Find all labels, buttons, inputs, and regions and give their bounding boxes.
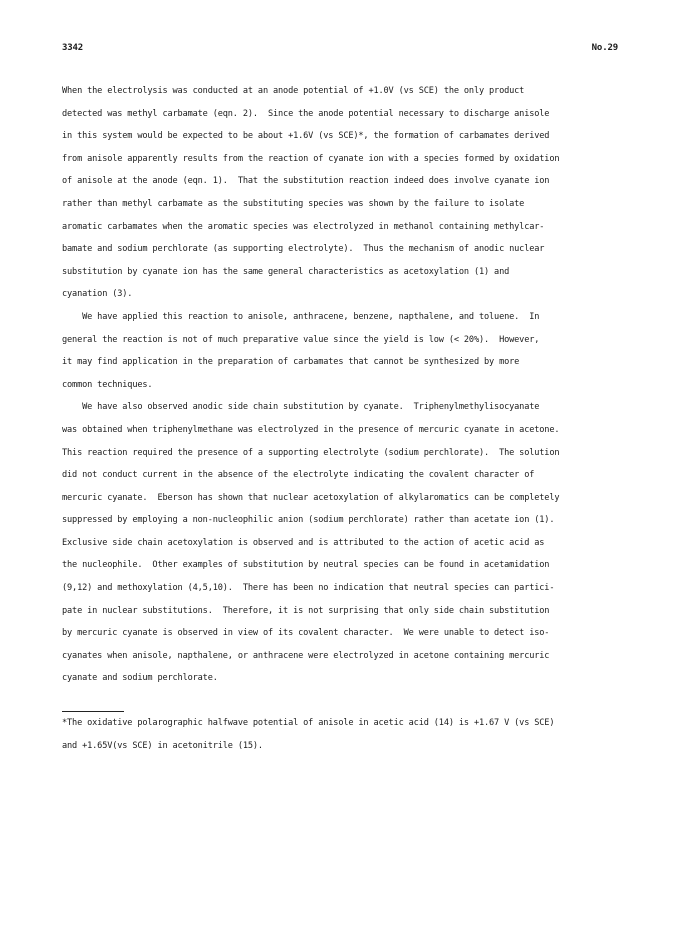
- text-line: This reaction required the presence of a supporting electrolyte (sodium perchlorate). The solution: [62, 447, 560, 458]
- text-line: suppressed by employing a non-nucleophilic anion (sodium perchlorate) rather than acetate ion (1).: [62, 515, 555, 526]
- text-line: substitution by cyanate ion has the same general characteristics as acetoxylation (1) and: [62, 266, 510, 277]
- article-body: [62, 84, 626, 694]
- text-line: the nucleophile. Other examples of substitution by neutral species can be found in acetamidation: [62, 560, 550, 571]
- footnote-line: and +1.65V(vs SCE) in acetonitrile (15).: [62, 740, 263, 751]
- text-line: aromatic carbamates when the aromatic species was electrolyzed in methanol containing methylcar-: [62, 221, 545, 232]
- text-line: When the electrolysis was conducted at an anode potential of +1.0V (vs SCE) the only product: [62, 86, 525, 96]
- text-line: common techniques.: [62, 379, 153, 390]
- text-line: We have also observed anodic side chain substitution by cyanate. Triphenylmethylisocyanate: [62, 402, 540, 413]
- text-line: by mercuric cyanate is observed in view of its covalent character. We were unable to detect iso-: [62, 628, 550, 639]
- text-line: We have applied this reaction to anisole, anthracene, benzene, napthalene, and toluene. In: [62, 311, 540, 322]
- text-line: (9,12) and methoxylation (4,5,10). There has been no indication that neutral species can partici-: [62, 583, 555, 594]
- text-line: cyanate and sodium perchlorate.: [62, 673, 218, 684]
- text-line: bamate and sodium perchlorate (as supporting electrolyte). Thus the mechanism of anodic nuclear: [62, 244, 545, 255]
- text-line: mercuric cyanate. Eberson has shown that nuclear acetoxylation of alkylaromatics can be completely: [62, 492, 560, 503]
- text-line: it may find application in the preparation of carbamates that cannot be synthesized by more: [62, 357, 520, 368]
- text-line: pate in nuclear substitutions. Therefore, it is not surprising that only side chain substitution: [62, 605, 550, 616]
- footnote-line: *The oxidative polarographic halfwave potential of anisole in acetic acid (14) is +1.67 V (vs SCE): [62, 718, 555, 728]
- text-line: of anisole at the anode (eqn. 1). That the substitution reaction indeed does involve cyanate ion: [62, 176, 550, 187]
- text-line: cyanation (3).: [62, 289, 133, 300]
- text-line: Exclusive side chain acetoxylation is observed and is attributed to the action of acetic acid as: [62, 537, 545, 548]
- text-line: rather than methyl carbamate as the substituting species was shown by the failure to isolate: [62, 198, 525, 209]
- text-line: detected was methyl carbamate (eqn. 2). Since the anode potential necessary to discharge anisole: [62, 108, 550, 119]
- text-line: cyanates when anisole, napthalene, or anthracene were electrolyzed in acetone containing mercuric: [62, 650, 550, 661]
- text-line: in this system would be expected to be about +1.6V (vs SCE)*, the formation of carbamates derived: [62, 131, 550, 142]
- footnote: [62, 716, 626, 761]
- paragraph: [62, 310, 626, 400]
- paragraph: [62, 84, 626, 310]
- page-number: 3342: [62, 43, 84, 53]
- text-line: from anisole apparently results from the reaction of cyanate ion with a species formed by oxidation: [62, 153, 560, 164]
- issue-number: No.29: [591, 43, 618, 53]
- paragraph: [62, 400, 626, 694]
- footnote-separator: [62, 711, 124, 712]
- text-line: did not conduct current in the absence of the electrolyte indicating the covalent character of: [62, 470, 535, 481]
- text-line: was obtained when triphenylmethane was electrolyzed in the presence of mercuric cyanate in acetone.: [62, 424, 560, 435]
- text-line: general the reaction is not of much preparative value since the yield is low (< 20%). However,: [62, 334, 540, 345]
